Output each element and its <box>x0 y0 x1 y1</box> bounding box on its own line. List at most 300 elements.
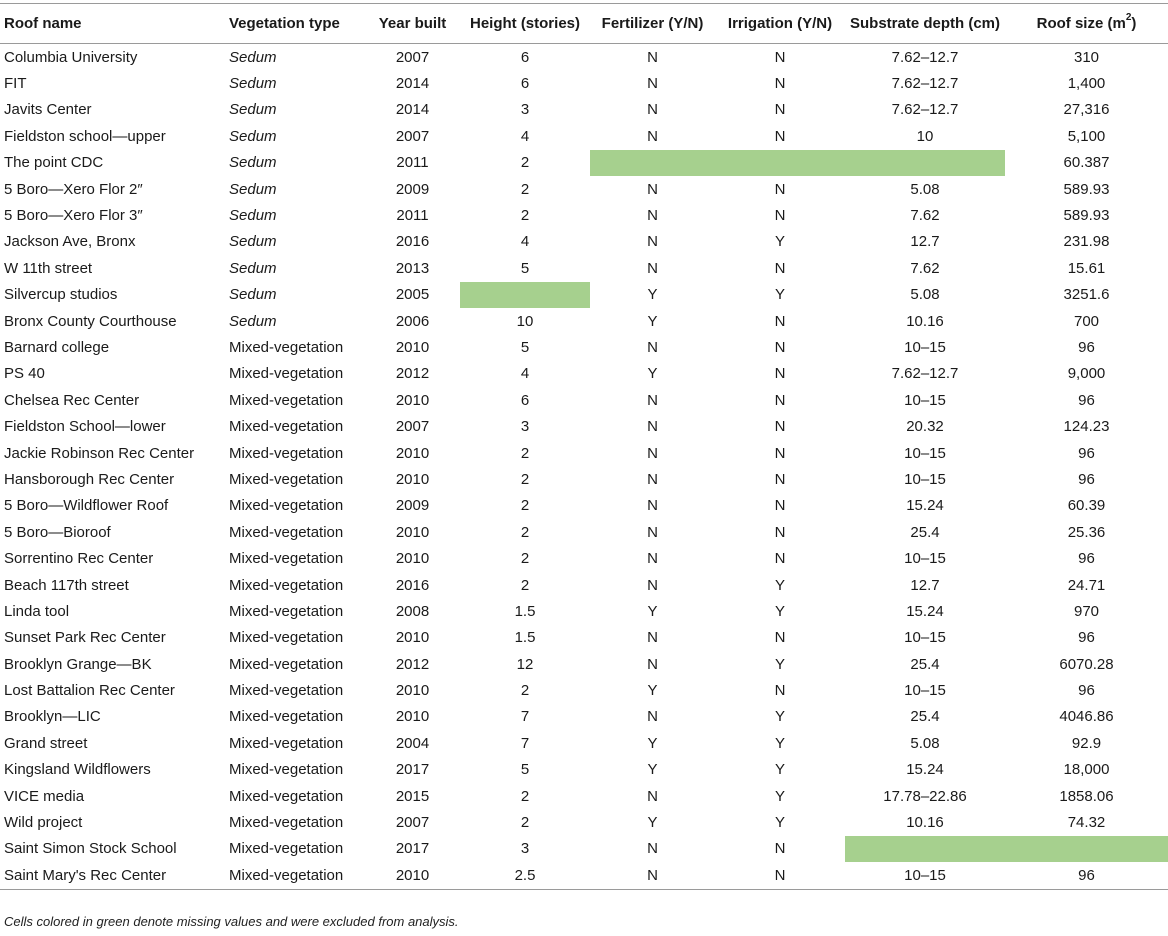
cell-vegetation-type: Sedum <box>229 286 277 304</box>
cell-height: 6 <box>520 48 530 66</box>
cell-roof-size: 1,400 <box>1067 75 1106 93</box>
table-row <box>0 150 1168 176</box>
cell-roof-name: Chelsea Rec Center <box>4 391 140 409</box>
cell-roof-name: Lost Battalion Rec Center <box>4 682 175 700</box>
cell-irrigation: N <box>774 75 786 93</box>
cell-year-built: 2016 <box>395 576 430 594</box>
cell-year-built: 2008 <box>395 602 430 620</box>
cell-height: 5 <box>520 338 530 356</box>
cell-fertilizer-missing <box>590 150 715 176</box>
table-row <box>0 97 1168 123</box>
table-row <box>0 387 1168 413</box>
cell-irrigation: Y <box>774 286 785 304</box>
cell-substrate-depth: 5.08 <box>910 734 940 752</box>
table-row <box>0 704 1168 730</box>
cell-irrigation: N <box>774 840 786 858</box>
cell-fertilizer: N <box>647 180 658 198</box>
table-row <box>0 440 1168 466</box>
cell-vegetation-type: Mixed-vegetation <box>229 682 344 700</box>
cell-vegetation-type: Sedum <box>229 233 277 251</box>
cell-roof-name: Fieldston school—upper <box>4 127 166 145</box>
footnote: Cells colored in green denote missing values and were excluded from analysis. <box>4 914 459 929</box>
cell-irrigation: Y <box>774 761 785 779</box>
cell-substrate-depth: 10.16 <box>906 814 944 832</box>
cell-fertilizer: N <box>647 523 658 541</box>
cell-roof-name: Saint Simon Stock School <box>4 840 177 858</box>
cell-vegetation-type: Mixed-vegetation <box>229 338 344 356</box>
cell-height: 12 <box>516 655 534 673</box>
cell-substrate-depth: 10–15 <box>904 682 946 700</box>
cell-irrigation: N <box>774 312 786 330</box>
cell-fertilizer: N <box>647 787 658 805</box>
cell-irrigation: N <box>774 497 786 515</box>
cell-substrate-depth-missing <box>845 836 1005 862</box>
cell-roof-name: Silvercup studios <box>4 286 118 304</box>
cell-irrigation: Y <box>774 233 785 251</box>
cell-height: 3 <box>520 418 530 436</box>
cell-substrate-depth: 17.78–22.86 <box>883 787 967 805</box>
cell-vegetation-type: Sedum <box>229 180 277 198</box>
cell-substrate-depth: 7.62 <box>910 207 940 225</box>
cell-irrigation: N <box>774 391 786 409</box>
cell-fertilizer: N <box>647 418 658 436</box>
cell-roof-size: 96 <box>1005 862 1168 889</box>
table-row <box>0 282 1168 308</box>
table-row <box>0 809 1168 835</box>
cell-vegetation-type: Mixed-vegetation <box>229 365 344 383</box>
cell-year-built: 2007 <box>395 127 430 145</box>
cell-vegetation-type: Mixed-vegetation <box>229 840 344 858</box>
cell-substrate-depth: 15.24 <box>906 761 944 779</box>
cell-irrigation: N <box>774 365 786 383</box>
cell-vegetation-type: Mixed-vegetation <box>229 629 344 647</box>
cell-height: 2 <box>520 207 530 225</box>
table-row <box>0 677 1168 703</box>
cell-irrigation: N <box>774 48 786 66</box>
cell-height: 5 <box>520 761 530 779</box>
cell-irrigation: N <box>774 207 786 225</box>
cell-height: 2 <box>520 444 530 462</box>
cell-irrigation: N <box>774 523 786 541</box>
cell-year-built: 2009 <box>395 180 430 198</box>
cell-roof-size: 18,000 <box>1063 761 1110 779</box>
cell-roof-size: 96 <box>1078 338 1095 356</box>
cell-height: 6 <box>520 75 530 93</box>
cell-year-built: 2011 <box>396 207 429 225</box>
cell-year-built: 2010 <box>395 391 430 409</box>
cell-roof-size: 96 <box>1078 550 1095 568</box>
cell-roof-size: 231.98 <box>1063 233 1110 251</box>
header-year-built: Year built <box>365 4 460 44</box>
cell-irrigation: Y <box>774 734 785 752</box>
cell-substrate-depth: 10–15 <box>904 391 946 409</box>
header-fertilizer: Fertilizer (Y/N) <box>590 4 715 44</box>
cell-roof-name: FIT <box>4 75 27 93</box>
cell-vegetation-type: Mixed-vegetation <box>229 576 344 594</box>
table-row <box>0 255 1168 281</box>
cell-irrigation: Y <box>774 787 785 805</box>
cell-fertilizer: N <box>647 127 658 145</box>
cell-year-built: 2007 <box>395 418 430 436</box>
cell-substrate-depth: 10.16 <box>906 312 944 330</box>
cell-fertilizer: N <box>647 629 658 647</box>
header-substrate-depth: Substrate depth (cm) <box>845 4 1005 44</box>
cell-height: 10 <box>516 312 534 330</box>
table-row <box>0 519 1168 545</box>
cell-irrigation: N <box>774 470 786 488</box>
cell-vegetation-type: Mixed-vegetation <box>229 814 344 832</box>
cell-substrate-depth: 12.7 <box>910 233 940 251</box>
cell-roof-name: Barnard college <box>4 338 110 356</box>
cell-roof-name: Sunset Park Rec Center <box>4 629 166 647</box>
cell-height: 2 <box>520 550 530 568</box>
cell-irrigation: N <box>774 180 786 198</box>
cell-substrate-depth: 15.24 <box>906 602 944 620</box>
cell-fertilizer: N <box>647 708 658 726</box>
cell-fertilizer: Y <box>647 312 658 330</box>
cell-irrigation: Y <box>774 602 785 620</box>
cell-vegetation-type: Sedum <box>229 312 277 330</box>
cell-roof-size: 92.9 <box>1071 734 1102 752</box>
cell-substrate-depth: 5.08 <box>910 180 940 198</box>
cell-roof-size-missing <box>1005 836 1168 862</box>
cell-irrigation: N <box>774 629 786 647</box>
cell-substrate-depth: 10–15 <box>904 629 946 647</box>
cell-roof-name: Linda tool <box>4 602 70 620</box>
cell-fertilizer: N <box>647 207 658 225</box>
cell-height: 7 <box>520 734 530 752</box>
cell-roof-size: 74.32 <box>1067 814 1106 832</box>
cell-vegetation-type: Mixed-vegetation <box>229 470 344 488</box>
cell-roof-size: 96 <box>1078 470 1095 488</box>
cell-fertilizer: N <box>647 391 658 409</box>
cell-height: 2 <box>520 523 530 541</box>
cell-fertilizer: Y <box>647 734 658 752</box>
cell-year-built: 2009 <box>395 497 430 515</box>
cell-roof-name: Brooklyn Grange—BK <box>4 655 152 673</box>
cell-roof-name: Brooklyn—LIC <box>4 708 101 726</box>
cell-irrigation: N <box>774 682 786 700</box>
cell-height: 2 <box>520 576 530 594</box>
cell-height: 2 <box>520 470 530 488</box>
table-row <box>0 862 1168 889</box>
table-row <box>0 308 1168 334</box>
cell-substrate-depth: 10–15 <box>904 550 946 568</box>
cell-substrate-depth: 25.4 <box>910 523 940 541</box>
cell-substrate-depth: 7.62–12.7 <box>891 365 959 383</box>
cell-year-built: 2014 <box>395 75 430 93</box>
cell-roof-size: 96 <box>1078 629 1095 647</box>
cell-substrate-depth: 10–15 <box>904 470 946 488</box>
cell-year-built: 2014 <box>395 101 430 119</box>
cell-fertilizer: Y <box>647 365 658 383</box>
cell-height: 4 <box>520 127 530 145</box>
cell-substrate-depth: 12.7 <box>910 576 940 594</box>
cell-roof-name: Wild project <box>4 814 83 832</box>
cell-vegetation-type: Mixed-vegetation <box>229 523 344 541</box>
cell-year-built: 2010 <box>395 682 430 700</box>
cell-vegetation-type: Mixed-vegetation <box>229 708 344 726</box>
cell-roof-size: 96 <box>1078 682 1095 700</box>
header-vegetation-type: Vegetation type <box>225 4 365 44</box>
cell-year-built: 2007 <box>395 814 430 832</box>
cell-roof-name: Columbia University <box>4 48 138 66</box>
table-row <box>0 361 1168 387</box>
cell-vegetation-type: Mixed-vegetation <box>229 444 344 462</box>
cell-year-built: 2017 <box>395 840 430 858</box>
cell-roof-name: Sorrentino Rec Center <box>4 550 154 568</box>
cell-roof-name: 5 Boro—Xero Flor 2″ <box>4 180 143 198</box>
cell-fertilizer: Y <box>647 682 658 700</box>
cell-height: 2 <box>520 180 530 198</box>
header-roof-size-label: Roof size (m <box>1036 15 1126 32</box>
cell-vegetation-type: Mixed-vegetation <box>229 550 344 568</box>
cell-fertilizer: N <box>647 48 658 66</box>
cell-irrigation: N <box>715 862 845 889</box>
cell-year-built: 2010 <box>365 862 460 889</box>
cell-fertilizer: N <box>647 576 658 594</box>
cell-roof-name: 5 Boro—Xero Flor 3″ <box>4 207 143 225</box>
cell-roof-name: Hansborough Rec Center <box>4 470 175 488</box>
cell-fertilizer: N <box>647 840 658 858</box>
cell-fertilizer: N <box>647 338 658 356</box>
cell-roof-size: 15.61 <box>1067 259 1106 277</box>
cell-irrigation: N <box>774 444 786 462</box>
cell-year-built: 2010 <box>395 470 430 488</box>
cell-fertilizer: Y <box>647 761 658 779</box>
cell-year-built: 2016 <box>395 233 430 251</box>
cell-substrate-depth: 5.08 <box>910 286 940 304</box>
cell-roof-name: W 11th street <box>4 259 93 277</box>
header-roof-size-close: ) <box>1131 15 1137 32</box>
cell-roof-name: The point CDC <box>4 154 104 172</box>
cell-year-built: 2010 <box>395 708 430 726</box>
cell-roof-size: 9,000 <box>1067 365 1106 383</box>
cell-year-built: 2005 <box>395 286 430 304</box>
header-roof-size-sup: 2 <box>1125 12 1132 23</box>
cell-irrigation: N <box>774 418 786 436</box>
cell-roof-size: 96 <box>1078 391 1095 409</box>
cell-fertilizer: N <box>647 497 658 515</box>
cell-roof-name: Grand street <box>4 734 88 752</box>
cell-roof-name: Jackie Robinson Rec Center <box>4 444 195 462</box>
cell-height: 4 <box>520 365 530 383</box>
table-row <box>0 545 1168 571</box>
table-row <box>0 176 1168 202</box>
cell-irrigation: N <box>774 127 786 145</box>
table-row <box>0 334 1168 360</box>
green-roof-table <box>0 3 1168 890</box>
table-row <box>0 757 1168 783</box>
cell-roof-size: 310 <box>1073 48 1100 66</box>
cell-roof-name: Beach 117th street <box>4 576 129 594</box>
cell-substrate-depth: 10–15 <box>904 338 946 356</box>
cell-roof-size: 589.93 <box>1063 180 1110 198</box>
header-height: Height (stories) <box>460 4 590 44</box>
cell-roof-size: 1858.06 <box>1059 787 1114 805</box>
cell-roof-size: 24.71 <box>1067 576 1106 594</box>
table-row <box>0 493 1168 519</box>
cell-substrate-depth: 10 <box>916 127 934 145</box>
cell-vegetation-type: Mixed-vegetation <box>229 761 344 779</box>
cell-irrigation-missing <box>715 150 845 176</box>
cell-fertilizer: N <box>647 655 658 673</box>
cell-year-built: 2007 <box>395 48 430 66</box>
cell-roof-size: 970 <box>1073 602 1100 620</box>
table-row <box>0 836 1168 862</box>
cell-irrigation: Y <box>774 655 785 673</box>
cell-vegetation-type: Mixed-vegetation <box>229 787 344 805</box>
cell-substrate-depth: 7.62–12.7 <box>891 75 959 93</box>
cell-height: 2 <box>520 787 530 805</box>
cell-roof-name: Jackson Ave, Bronx <box>4 233 136 251</box>
cell-substrate-depth: 15.24 <box>906 497 944 515</box>
cell-height: 2 <box>520 497 530 515</box>
cell-fertilizer: N <box>647 259 658 277</box>
cell-roof-name: Javits Center <box>4 101 92 119</box>
cell-fertilizer: N <box>647 233 658 251</box>
header-roof-size <box>1005 4 1168 44</box>
cell-height: 1.5 <box>514 629 536 647</box>
cell-substrate-depth: 7.62 <box>910 259 940 277</box>
cell-height: 2 <box>520 814 530 832</box>
cell-vegetation-type: Mixed-vegetation <box>229 391 344 409</box>
cell-vegetation-type: Mixed-vegetation <box>229 734 344 752</box>
cell-roof-name: VICE media <box>4 787 85 805</box>
cell-vegetation-type: Mixed-vegetation <box>229 602 344 620</box>
cell-substrate-depth: 10–15 <box>904 444 946 462</box>
cell-year-built: 2010 <box>395 523 430 541</box>
cell-irrigation: Y <box>774 708 785 726</box>
cell-roof-size: 700 <box>1073 312 1100 330</box>
cell-roof-name: Saint Mary's Rec Center <box>0 862 225 889</box>
cell-substrate-depth: 10–15 <box>845 862 1005 889</box>
cell-vegetation-type: Mixed-vegetation <box>225 862 365 889</box>
cell-vegetation-type: Sedum <box>229 154 277 172</box>
cell-height: 7 <box>520 708 530 726</box>
table-row <box>0 466 1168 492</box>
cell-irrigation: Y <box>774 814 785 832</box>
cell-vegetation-type: Sedum <box>229 101 277 119</box>
table-row <box>0 44 1168 71</box>
cell-year-built: 2013 <box>395 259 430 277</box>
cell-year-built: 2010 <box>395 629 430 647</box>
cell-height: 2 <box>520 682 530 700</box>
cell-vegetation-type: Mixed-vegetation <box>229 497 344 515</box>
cell-height-missing <box>460 282 590 308</box>
cell-year-built: 2012 <box>395 655 430 673</box>
table-row <box>0 730 1168 756</box>
cell-fertilizer: N <box>647 550 658 568</box>
cell-fertilizer: N <box>647 470 658 488</box>
cell-roof-size: 96 <box>1078 444 1095 462</box>
header-row <box>0 4 1168 44</box>
cell-substrate-depth: 25.4 <box>910 655 940 673</box>
cell-year-built: 2011 <box>396 154 429 172</box>
cell-vegetation-type: Sedum <box>229 75 277 93</box>
cell-year-built: 2010 <box>395 444 430 462</box>
cell-substrate-depth-missing <box>845 150 1005 176</box>
cell-roof-size: 6070.28 <box>1059 655 1114 673</box>
table-row <box>0 413 1168 439</box>
cell-fertilizer: N <box>647 75 658 93</box>
cell-year-built: 2017 <box>395 761 430 779</box>
cell-roof-name: 5 Boro—Wildflower Roof <box>4 497 169 515</box>
table-row <box>0 598 1168 624</box>
cell-height: 3 <box>520 101 530 119</box>
cell-year-built: 2006 <box>395 312 430 330</box>
cell-year-built: 2010 <box>395 338 430 356</box>
cell-roof-size: 589.93 <box>1063 207 1110 225</box>
cell-vegetation-type: Mixed-vegetation <box>229 655 344 673</box>
cell-irrigation: N <box>774 338 786 356</box>
table-row <box>0 572 1168 598</box>
cell-fertilizer: N <box>647 101 658 119</box>
table-row <box>0 229 1168 255</box>
cell-fertilizer: N <box>647 444 658 462</box>
cell-substrate-depth: 20.32 <box>906 418 944 436</box>
cell-roof-name: PS 40 <box>4 365 45 383</box>
cell-roof-name: 5 Boro—Bioroof <box>4 523 111 541</box>
cell-roof-size: 25.36 <box>1067 523 1106 541</box>
cell-year-built: 2010 <box>395 550 430 568</box>
cell-height: 2 <box>520 154 530 172</box>
cell-year-built: 2015 <box>395 787 430 805</box>
cell-height: 4 <box>520 233 530 251</box>
table-row <box>0 202 1168 228</box>
cell-fertilizer: Y <box>647 602 658 620</box>
cell-roof-size: 4046.86 <box>1059 708 1114 726</box>
table-row <box>0 651 1168 677</box>
cell-height: 2.5 <box>460 862 590 889</box>
cell-substrate-depth: 7.62–12.7 <box>891 101 959 119</box>
cell-height: 5 <box>520 259 530 277</box>
cell-roof-name: Bronx County Courthouse <box>4 312 177 330</box>
cell-roof-name: Fieldston School—lower <box>4 418 166 436</box>
cell-vegetation-type: Sedum <box>229 127 277 145</box>
cell-vegetation-type: Sedum <box>229 259 277 277</box>
cell-roof-name: Kingsland Wildflowers <box>4 761 151 779</box>
table-body <box>0 44 1168 890</box>
cell-height: 1.5 <box>514 602 536 620</box>
cell-irrigation: Y <box>774 576 785 594</box>
cell-vegetation-type: Sedum <box>229 48 277 66</box>
header-irrigation: Irrigation (Y/N) <box>715 4 845 44</box>
cell-irrigation: N <box>774 259 786 277</box>
cell-fertilizer: Y <box>647 286 658 304</box>
table-row <box>0 123 1168 149</box>
cell-roof-size: 60.39 <box>1067 497 1106 515</box>
header-roof-name: Roof name <box>0 4 225 44</box>
cell-roof-size: 5,100 <box>1067 127 1106 145</box>
cell-vegetation-type: Mixed-vegetation <box>229 418 344 436</box>
cell-year-built: 2012 <box>395 365 430 383</box>
cell-roof-size: 60.387 <box>1063 154 1110 172</box>
cell-height: 3 <box>520 840 530 858</box>
cell-height: 6 <box>520 391 530 409</box>
cell-year-built: 2004 <box>395 734 430 752</box>
cell-irrigation: N <box>774 550 786 568</box>
cell-vegetation-type: Sedum <box>229 207 277 225</box>
cell-fertilizer: Y <box>647 814 658 832</box>
cell-substrate-depth: 25.4 <box>910 708 940 726</box>
cell-roof-size: 124.23 <box>1063 418 1110 436</box>
table-row <box>0 70 1168 96</box>
cell-roof-size: 3251.6 <box>1063 286 1110 304</box>
cell-substrate-depth: 7.62–12.7 <box>891 48 959 66</box>
cell-irrigation: N <box>774 101 786 119</box>
table-row <box>0 783 1168 809</box>
